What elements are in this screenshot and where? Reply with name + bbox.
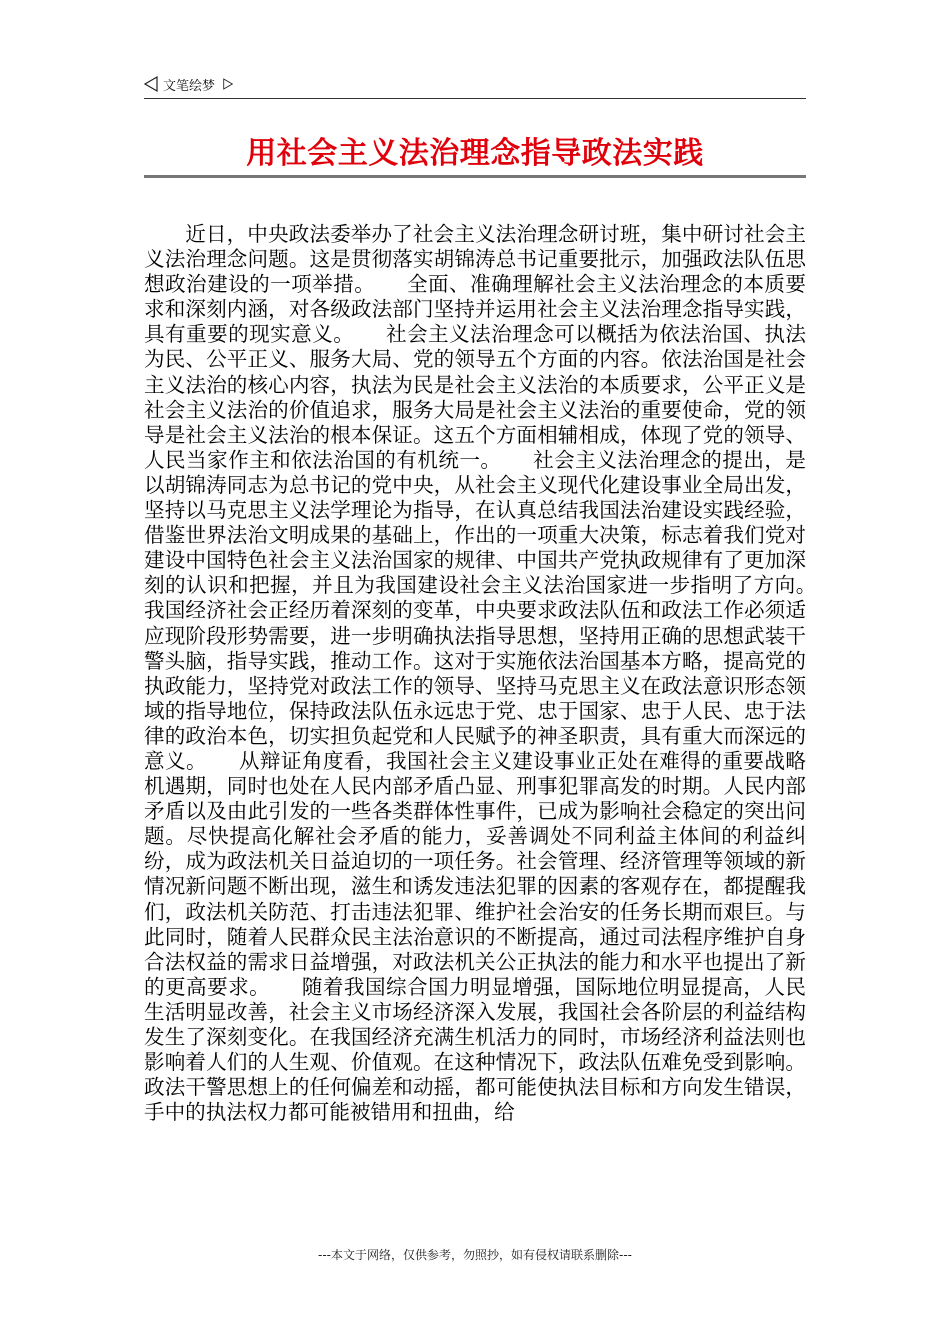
left-triangle-outline-icon [144,76,158,92]
right-triangle-outline-icon [223,78,233,90]
header-brand-text: 文笔绘梦 [163,78,216,94]
document-title: 用社会主义法治理念指导政法实践 [246,136,704,171]
footer-disclaimer: ---本文于网络，仅供参考，勿照抄，如有侵权请联系删除--- [318,1248,632,1262]
title-divider [144,175,806,178]
page-header [144,72,806,96]
header-divider [144,98,806,99]
document-body: 近日，中央政法委举办了社会主义法治理念研讨班，集中研讨社会主义法治理念问题。这是贯彻落实胡锦涛总书记重要批示，加强政法队伍思想政治建设的一项举措。 全面、准确理解社会主义法治理念的本质要求和深刻内涵，对各级政法部门坚持并运用社会主义法治理念指导实践，具有重要的现实意义。 社会主义法治理念可以概括为依法治国、执法为民、公平正义、服务大局、党的领导五个方面的内容。依法治国是社会主义法治的核心内容，执法为民是社会主义法治的本质要求，公平正义是社会主义法治的价值追求，服务大局是社会主义法治的重要使命，党的领导是社会主义法治的根本保证。这五个方面相辅相成，体现了党的领导、人民当家作主和依法治国的有机统一。 社会主义法治理念的提出，是以胡锦涛同志为总书记的党中央，从社会主义现代化建设事业全局出发，坚持以马克思主义法学理论为指导，在认真总结我国法治建设实践经验，借鉴世界法治文明成果的基础上，作出的一项重大决策，标志着我们党对建设中国特色社会主义法治国家的规律、中国共产党执政规律有了更加深刻的认识和把握，并且为我国建设社会主义法治国家进一步指明了方向。 我国经济社会正经历着深刻的变革，中央要求政法队伍和政法工作必须适应现阶段形势需要，进一步明确执法指导思想，坚持用正确的思想武装干警头脑，指导实践，推动工作。这对于实施依法治国基本方略，提高党的执政能力，坚持党对政法工作的领导、坚持马克思主义在政法意识形态领域的指导地位，保持政法队伍永远忠于党、忠于国家、忠于人民、忠于法律的政治本色，切实担负起党和人民赋予的神圣职责，具有重大而深远的意义。 从辩证角度看，我国社会主义建设事业正处在难得的重要战略机遇期，同时也处在人民内部矛盾凸显、刑事犯罪高发的时期。人民内部矛盾以及由此引发的一些各类群体性事件，已成为影响社会稳定的突出问题。尽快提高化解社会矛盾的能力，妥善调处不同利益主体间的利益纠纷，成为政法机关日益迫切的一项任务。社会管理、经济管理等领域的新情况新问题不断出现，滋生和诱发违法犯罪的因素的客观存在，都提醒我们，政法机关防范、打击违法犯罪、维护社会治安的任务长期而艰巨。与此同时，随着人民群众民主法治意识的不断提高，通过司法程序维护自身合法权益的需求日益增强，对政法机关公正执法的能力和水平也提出了新的更高要求。 随着我国综合国力明显增强，国际地位明显提高，人民生活明显改善，社会主义市场经济深入发展，我国社会各阶层的利益结构发生了深刻变化。在我国经济充满生机活力的同时，市场经济利益法则也影响着人们的人生观、价值观。在这种情况下，政法队伍难免受到影响。政法干警思想上的任何偏差和动摇，都可能使执法目标和方向发生错误，手中的执法权力都可能被错用和扭曲，给 [144,222,848,1125]
